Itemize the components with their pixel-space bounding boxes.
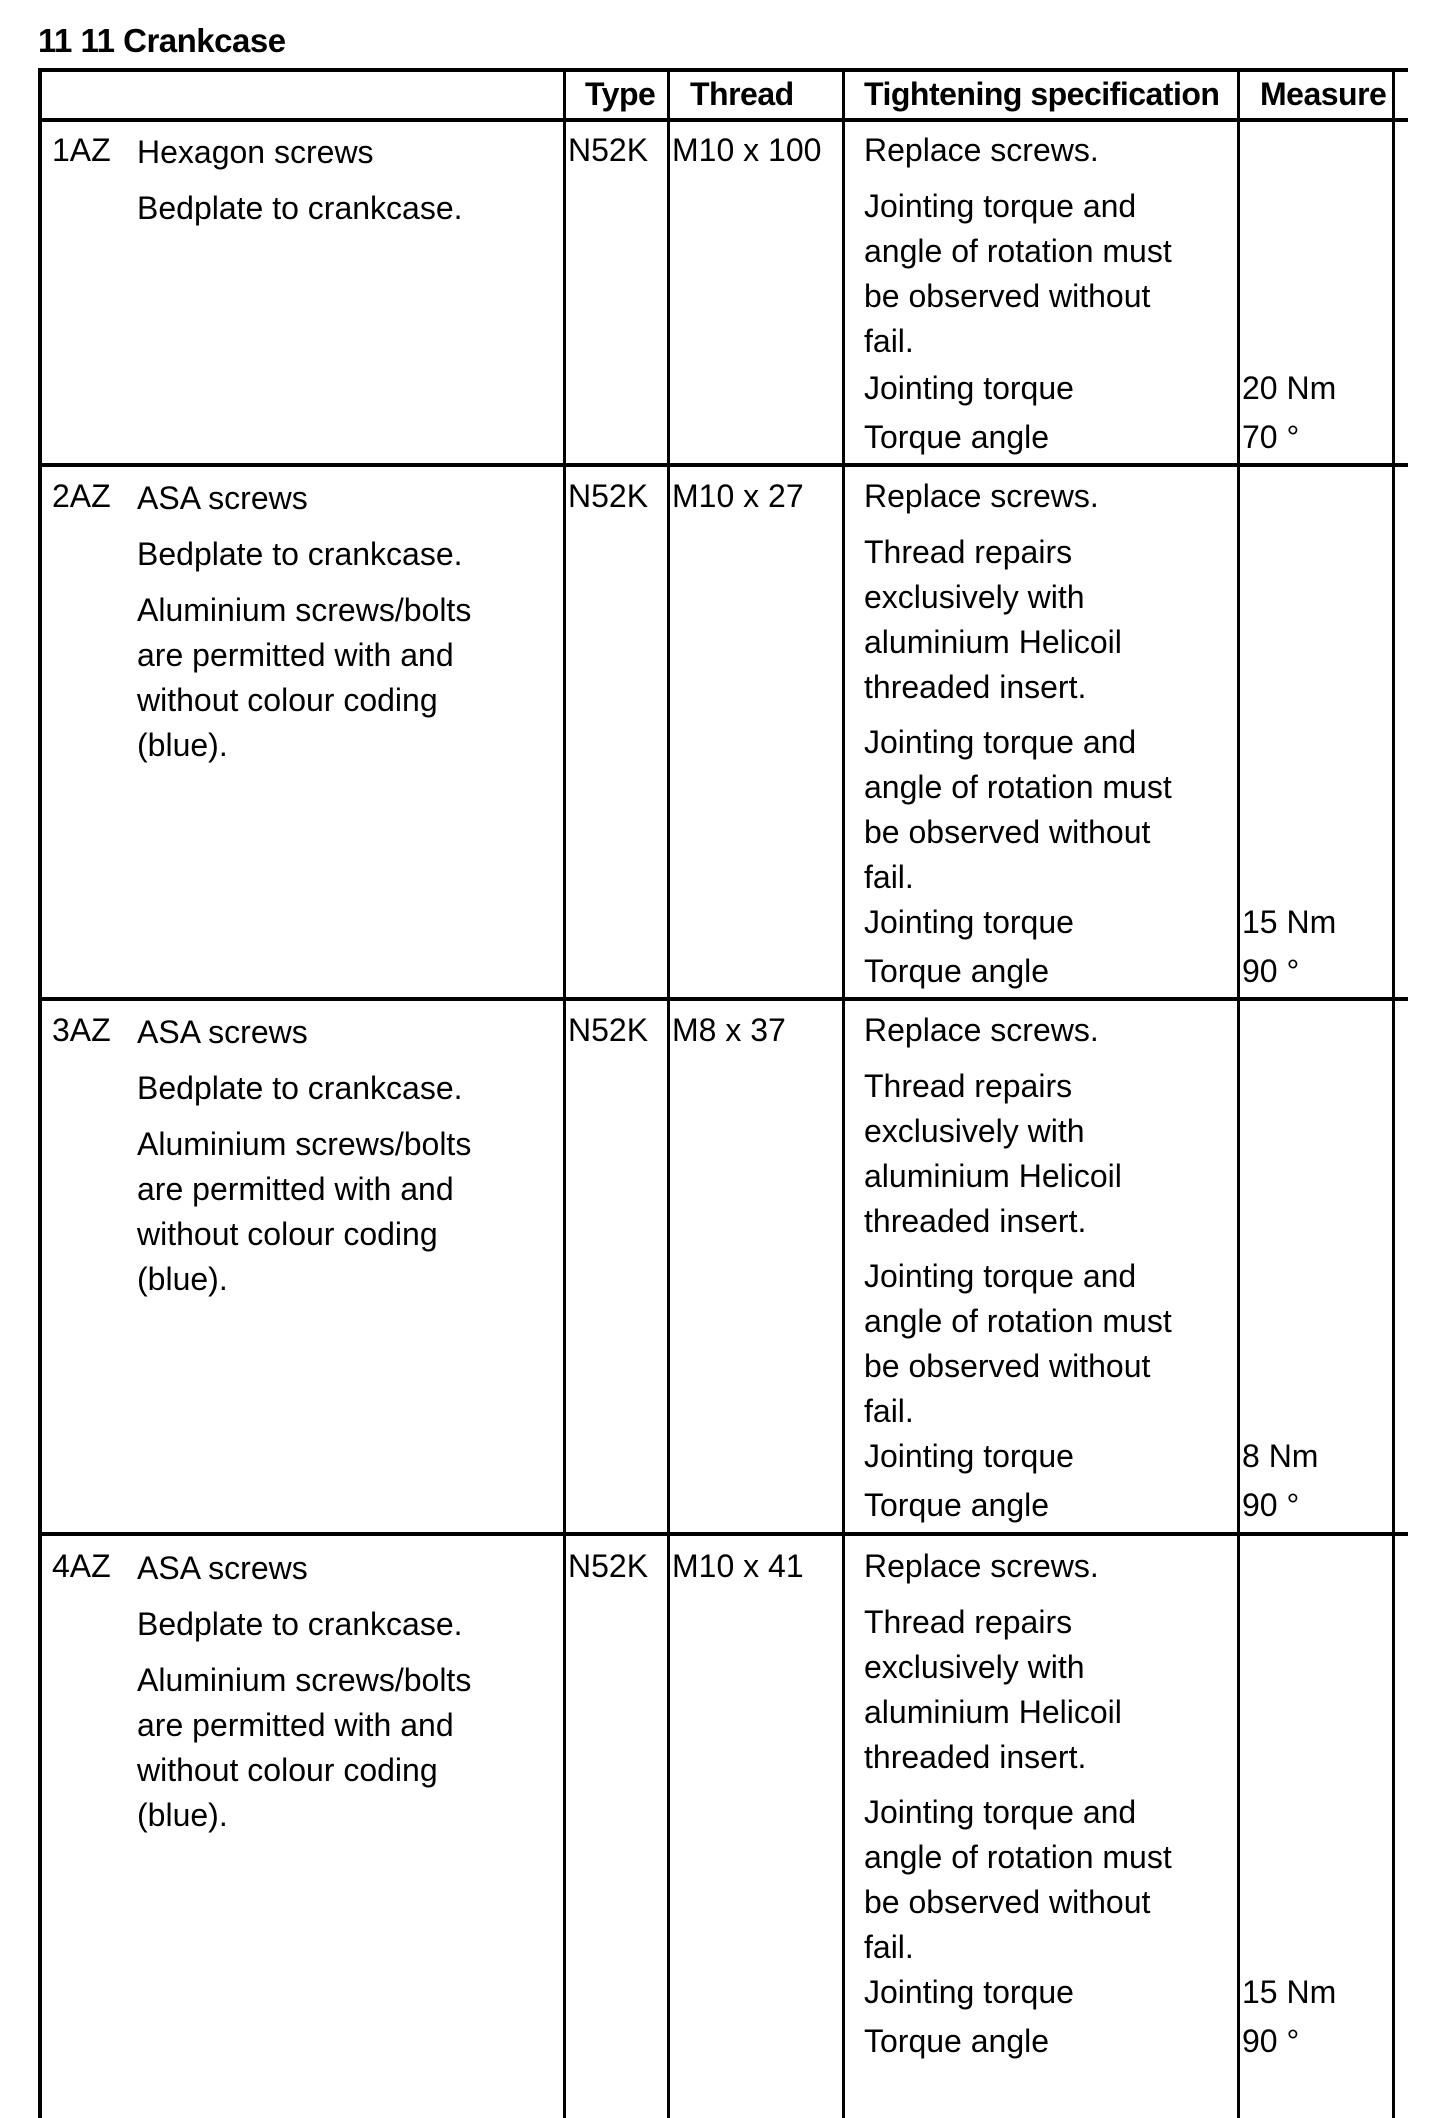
spec-line: Replace screws.	[864, 132, 1099, 168]
torque-angle-label: Torque angle	[864, 2023, 1050, 2059]
thread-value: M10 x 41	[672, 1548, 804, 1584]
type-value: N52K	[568, 132, 649, 168]
spec-line: Jointing torque and angle of rotation must be observed without fail.	[864, 1794, 1172, 1965]
jointing-torque-value: 20 Nm	[1242, 370, 1337, 406]
jointing-torque-value: 15 Nm	[1242, 904, 1337, 940]
part-name: ASA screws	[137, 480, 308, 516]
spec-line: Jointing torque and angle of rotation must be observed without fail.	[864, 724, 1172, 895]
torque-angle-label: Torque angle	[864, 1487, 1050, 1523]
part-desc: Aluminium screws/bolts are permitted with and without colour coding (blue).	[137, 592, 472, 763]
row-id: 1AZ	[52, 132, 111, 168]
torque-angle-label: Torque angle	[864, 419, 1050, 455]
row-divider-1	[42, 463, 1408, 467]
part-desc: Bedplate to crankcase.	[137, 1606, 463, 1642]
jointing-torque-label: Jointing torque	[864, 904, 1074, 940]
header-divider	[42, 118, 1408, 122]
row-id: 3AZ	[52, 1012, 111, 1048]
thread-value: M8 x 37	[672, 1012, 786, 1048]
jointing-torque-label: Jointing torque	[864, 1438, 1074, 1474]
type-value: N52K	[568, 1548, 649, 1584]
type-value: N52K	[568, 478, 649, 514]
part-name: ASA screws	[137, 1014, 308, 1050]
thread-value: M10 x 100	[672, 132, 822, 168]
col-divider-thread	[667, 72, 670, 2118]
col-header-thread: Thread	[690, 76, 794, 112]
torque-angle-value: 90 °	[1242, 953, 1300, 989]
col-divider-type	[563, 72, 566, 2118]
part-name: Hexagon screws	[137, 134, 374, 170]
spec-line: Thread repairs exclusively with aluminium Helicoil threaded insert.	[864, 1604, 1122, 1775]
part-desc: Bedplate to crankcase.	[137, 190, 463, 226]
col-header-type: Type	[585, 76, 656, 112]
jointing-torque-label: Jointing torque	[864, 1974, 1074, 2010]
table-right-border	[1392, 72, 1395, 2118]
tightening-spec-table	[38, 68, 1408, 2118]
col-header-spec: Tightening specification	[864, 76, 1220, 112]
spec-line: Replace screws.	[864, 1012, 1099, 1048]
torque-angle-label: Torque angle	[864, 953, 1050, 989]
spec-line: Replace screws.	[864, 478, 1099, 514]
col-divider-spec	[842, 72, 845, 2118]
jointing-torque-value: 15 Nm	[1242, 1974, 1337, 2010]
spec-line: Replace screws.	[864, 1548, 1099, 1584]
jointing-torque-label: Jointing torque	[864, 370, 1074, 406]
row-id: 4AZ	[52, 1548, 111, 1584]
part-desc: Bedplate to crankcase.	[137, 536, 463, 572]
col-divider-measure	[1237, 72, 1240, 2118]
spec-line: Thread repairs exclusively with aluminium Helicoil threaded insert.	[864, 1068, 1122, 1239]
part-desc: Bedplate to crankcase.	[137, 1070, 463, 1106]
spec-line: Jointing torque and angle of rotation must be observed without fail.	[864, 188, 1172, 359]
jointing-torque-value: 8 Nm	[1242, 1438, 1319, 1474]
torque-angle-value: 70 °	[1242, 419, 1300, 455]
part-desc: Aluminium screws/bolts are permitted with and without colour coding (blue).	[137, 1126, 472, 1297]
part-desc: Aluminium screws/bolts are permitted with and without colour coding (blue).	[137, 1662, 472, 1833]
spec-line: Thread repairs exclusively with aluminium Helicoil threaded insert.	[864, 534, 1122, 705]
col-header-measure: Measure	[1260, 76, 1387, 112]
part-name: ASA screws	[137, 1550, 308, 1586]
torque-angle-value: 90 °	[1242, 1487, 1300, 1523]
thread-value: M10 x 27	[672, 478, 804, 514]
row-divider-3	[42, 1532, 1408, 1536]
torque-angle-value: 90 °	[1242, 2023, 1300, 2059]
page-title: 11 11 Crankcase	[38, 22, 286, 59]
row-divider-2	[42, 997, 1408, 1001]
row-id: 2AZ	[52, 478, 111, 514]
spec-line: Jointing torque and angle of rotation must be observed without fail.	[864, 1258, 1172, 1429]
type-value: N52K	[568, 1012, 649, 1048]
